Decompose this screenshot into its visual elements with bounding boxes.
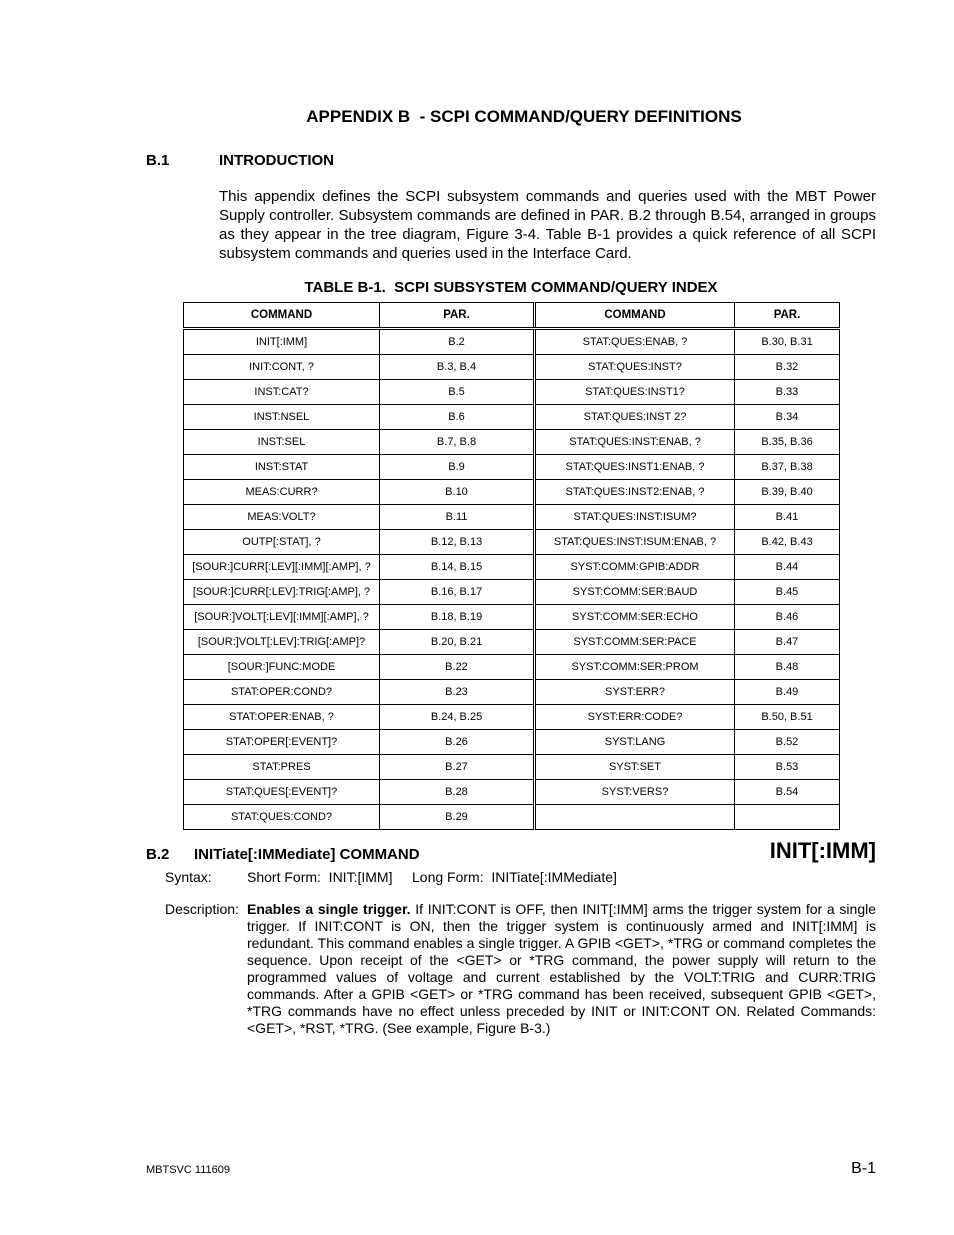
description-body: If INIT:CONT is OFF, then INIT[:IMM] arms the trigger system for a single trigger. If INIT:CONT is ON, then the trigger system is continuously armed and INIT[:IMM] is redundant. This command enables a single trigger. A GPIB <GET>, *TRG or command completes the sequence. Upon receipt of the <GET> or *TRG command, the power supply will return to the programmed values of voltage and current established by the VOLT:TRIG and CURR:TRIG commands. After a GPIB <GET> or *TRG command has been received, subsequent GPIB <GET>, *TRG commands have no effect unless preceded by INIT or INIT:CONT ON. Related Commands: <GET>, *RST, *TRG. (See example, Figure B-3.) xyxy=(247,901,876,1036)
syntax-short-form: Short Form: INIT:[IMM] xyxy=(247,869,393,885)
cell-command-2: SYST:COMM:SER:BAUD xyxy=(535,580,735,605)
cell-par-1: B.10 xyxy=(380,480,535,505)
cell-command-1: INST:NSEL xyxy=(184,405,380,430)
table-row xyxy=(184,329,840,355)
cell-command-2: STAT:QUES:INST2:ENAB, ? xyxy=(535,480,735,505)
cell-command-1: MEAS:CURR? xyxy=(184,480,380,505)
cell-par-1: B.20, B.21 xyxy=(380,630,535,655)
table-row xyxy=(184,430,840,455)
cell-command-1: INST:STAT xyxy=(184,455,380,480)
section-b1-number: B.1 xyxy=(146,152,170,169)
cell-par-1: B.27 xyxy=(380,755,535,780)
cell-command-2: SYST:COMM:SER:PACE xyxy=(535,630,735,655)
table-row xyxy=(184,580,840,605)
header-command-1: COMMAND xyxy=(184,303,380,329)
cell-command-2: STAT:QUES:INST1:ENAB, ? xyxy=(535,455,735,480)
table-row xyxy=(184,455,840,480)
section-b2-title: INITiate[:IMMediate] COMMAND xyxy=(194,846,420,863)
cell-command-1: [SOUR:]VOLT[:LEV]:TRIG[:AMP]? xyxy=(184,630,380,655)
syntax-long-form: Long Form: INITiate[:IMMediate] xyxy=(412,869,617,885)
table-header-row xyxy=(184,303,840,329)
cell-command-2: SYST:COMM:SER:PROM xyxy=(535,655,735,680)
cell-command-1: INIT[:IMM] xyxy=(184,329,380,355)
cell-par-1: B.2 xyxy=(380,329,535,355)
cell-command-1: STAT:OPER:COND? xyxy=(184,680,380,705)
cell-par-2: B.35, B.36 xyxy=(735,430,840,455)
table-row xyxy=(184,805,840,830)
command-badge: INIT[:IMM] xyxy=(769,838,876,863)
description-text xyxy=(247,901,876,1037)
cell-command-2: STAT:QUES:ENAB, ? xyxy=(535,329,735,355)
cell-command-2: STAT:QUES:INST? xyxy=(535,355,735,380)
cell-par-1: B.9 xyxy=(380,455,535,480)
cell-par-1: B.6 xyxy=(380,405,535,430)
table-row xyxy=(184,405,840,430)
cell-command-1: STAT:QUES:COND? xyxy=(184,805,380,830)
cell-par-1: B.24, B.25 xyxy=(380,705,535,730)
cell-command-1: MEAS:VOLT? xyxy=(184,505,380,530)
cell-par-1: B.11 xyxy=(380,505,535,530)
cell-command-2: SYST:LANG xyxy=(535,730,735,755)
cell-par-1: B.29 xyxy=(380,805,535,830)
table-row xyxy=(184,605,840,630)
cell-command-2 xyxy=(535,805,735,830)
table-row xyxy=(184,355,840,380)
cell-command-2: STAT:QUES:INST1? xyxy=(535,380,735,405)
cell-par-1: B.12, B.13 xyxy=(380,530,535,555)
cell-command-2: STAT:QUES:INST:ISUM:ENAB, ? xyxy=(535,530,735,555)
cell-command-1: INST:SEL xyxy=(184,430,380,455)
syntax-label: Syntax: xyxy=(165,869,212,885)
header-par-2: PAR. xyxy=(735,303,840,329)
cell-command-2: SYST:ERR? xyxy=(535,680,735,705)
cell-command-2: SYST:COMM:SER:ECHO xyxy=(535,605,735,630)
cell-par-2: B.39, B.40 xyxy=(735,480,840,505)
header-command-2: COMMAND xyxy=(535,303,735,329)
cell-command-2: STAT:QUES:INST 2? xyxy=(535,405,735,430)
table-title: TABLE B-1. SCPI SUBSYSTEM COMMAND/QUERY INDEX xyxy=(304,279,718,296)
table-row xyxy=(184,530,840,555)
cell-command-1: STAT:PRES xyxy=(184,755,380,780)
cell-par-2 xyxy=(735,805,840,830)
cell-par-1: B.28 xyxy=(380,780,535,805)
cell-par-2: B.47 xyxy=(735,630,840,655)
cell-command-2: SYST:COMM:GPIB:ADDR xyxy=(535,555,735,580)
cell-par-1: B.22 xyxy=(380,655,535,680)
cell-command-1: [SOUR:]VOLT[:LEV][:IMM][:AMP], ? xyxy=(184,605,380,630)
cell-command-1: INST:CAT? xyxy=(184,380,380,405)
cell-par-2: B.41 xyxy=(735,505,840,530)
table-row xyxy=(184,505,840,530)
table-row xyxy=(184,780,840,805)
cell-command-2: STAT:QUES:INST:ISUM? xyxy=(535,505,735,530)
description-label: Description: xyxy=(165,901,239,917)
cell-command-1: STAT:OPER:ENAB, ? xyxy=(184,705,380,730)
table-row xyxy=(184,680,840,705)
cell-par-2: B.44 xyxy=(735,555,840,580)
cell-par-2: B.46 xyxy=(735,605,840,630)
cell-par-2: B.50, B.51 xyxy=(735,705,840,730)
cell-command-2: STAT:QUES:INST:ENAB, ? xyxy=(535,430,735,455)
table-row xyxy=(184,755,840,780)
cell-par-1: B.14, B.15 xyxy=(380,555,535,580)
cell-par-2: B.34 xyxy=(735,405,840,430)
cell-command-1: STAT:QUES[:EVENT]? xyxy=(184,780,380,805)
header-par-1: PAR. xyxy=(380,303,535,329)
footer-doc-id: MBTSVC 111609 xyxy=(146,1164,230,1176)
cell-par-1: B.5 xyxy=(380,380,535,405)
appendix-title: APPENDIX B - SCPI COMMAND/QUERY DEFINITIONS xyxy=(306,107,742,126)
section-b1-title: INTRODUCTION xyxy=(219,152,334,169)
cell-par-2: B.49 xyxy=(735,680,840,705)
cell-par-1: B.26 xyxy=(380,730,535,755)
cell-command-1: OUTP[:STAT], ? xyxy=(184,530,380,555)
table-row xyxy=(184,630,840,655)
table-row xyxy=(184,380,840,405)
cell-command-1: STAT:OPER[:EVENT]? xyxy=(184,730,380,755)
cell-par-1: B.3, B.4 xyxy=(380,355,535,380)
cell-par-2: B.48 xyxy=(735,655,840,680)
cell-par-2: B.53 xyxy=(735,755,840,780)
footer-page-number: B-1 xyxy=(851,1160,876,1177)
table-row xyxy=(184,480,840,505)
cell-par-1: B.7, B.8 xyxy=(380,430,535,455)
cell-par-2: B.30, B.31 xyxy=(735,329,840,355)
cell-par-2: B.42, B.43 xyxy=(735,530,840,555)
command-index-table xyxy=(183,302,840,830)
cell-command-1: INIT:CONT, ? xyxy=(184,355,380,380)
table-row xyxy=(184,555,840,580)
table-row xyxy=(184,705,840,730)
cell-command-1: [SOUR:]CURR[:LEV]:TRIG[:AMP], ? xyxy=(184,580,380,605)
cell-command-2: SYST:VERS? xyxy=(535,780,735,805)
cell-command-1: [SOUR:]CURR[:LEV][:IMM][:AMP], ? xyxy=(184,555,380,580)
cell-par-1: B.18, B.19 xyxy=(380,605,535,630)
cell-par-2: B.45 xyxy=(735,580,840,605)
cell-par-2: B.52 xyxy=(735,730,840,755)
section-b2-number: B.2 xyxy=(146,846,170,863)
cell-par-2: B.33 xyxy=(735,380,840,405)
cell-command-1: [SOUR:]FUNC:MODE xyxy=(184,655,380,680)
cell-par-1: B.23 xyxy=(380,680,535,705)
cell-par-2: B.54 xyxy=(735,780,840,805)
cell-par-2: B.37, B.38 xyxy=(735,455,840,480)
cell-command-2: SYST:SET xyxy=(535,755,735,780)
cell-command-2: SYST:ERR:CODE? xyxy=(535,705,735,730)
description-lead: Enables a single trigger. xyxy=(247,901,411,917)
intro-paragraph: This appendix defines the SCPI subsystem commands and queries used with the MBT Power Supply controller. Subsystem commands are defined in PAR. B.2 through B.54, arranged in groups as they appear in the tree diagram, Figure 3-4. Table B-1 provides a quick reference of all SCPI subsystem commands and queries used in the Interface Card. xyxy=(219,188,876,262)
table-row xyxy=(184,730,840,755)
cell-par-1: B.16, B.17 xyxy=(380,580,535,605)
cell-par-2: B.32 xyxy=(735,355,840,380)
table-row xyxy=(184,655,840,680)
